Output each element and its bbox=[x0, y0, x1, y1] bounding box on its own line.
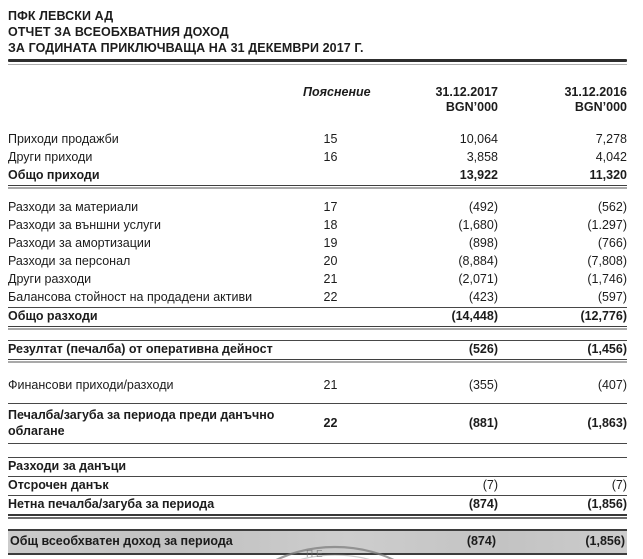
row-label: Нетна печалба/загуба за периода bbox=[8, 497, 215, 512]
row-note: 22 bbox=[323, 290, 338, 305]
table-row bbox=[8, 340, 627, 360]
row-note: 17 bbox=[323, 200, 338, 215]
row-value-2017: 3,858 bbox=[466, 150, 498, 165]
units-2017: BGN’000 bbox=[445, 99, 498, 114]
row-value-2016: 4,042 bbox=[595, 150, 627, 165]
row-label: Разходи за външни услуги bbox=[8, 218, 161, 233]
row-note: 21 bbox=[323, 378, 338, 393]
company-name: ПФК ЛЕВСКИ АД bbox=[8, 9, 114, 23]
column-header-note: Пояснение bbox=[303, 84, 371, 99]
table-row bbox=[8, 149, 627, 167]
row-value-2016: (1,863) bbox=[587, 415, 627, 430]
row-label: Разходи за материали bbox=[8, 200, 139, 215]
row-value-2016: (766) bbox=[597, 236, 627, 251]
row-value-2017: (14,448) bbox=[451, 309, 498, 324]
row-label: Балансова стойност на продадени активи bbox=[8, 290, 253, 305]
row-label: Разходи за амортизации bbox=[8, 236, 151, 251]
row-value-2016: (1,746) bbox=[587, 272, 627, 287]
row-note: 20 bbox=[323, 254, 338, 269]
row-value-2017: (874) bbox=[468, 497, 498, 512]
row-note: 15 bbox=[323, 132, 338, 147]
title-divider bbox=[8, 59, 627, 65]
row-note: 19 bbox=[323, 236, 338, 251]
row-value-2016: (407) bbox=[597, 378, 627, 393]
row-value-2017: 13,922 bbox=[459, 168, 498, 183]
row-note: 18 bbox=[323, 218, 338, 233]
row-value-2017: (1,680) bbox=[458, 218, 498, 233]
row-value-2017: 10,064 bbox=[459, 132, 498, 147]
income-statement-table bbox=[8, 85, 627, 555]
row-label: Разходи за данъци bbox=[8, 459, 127, 474]
title-divider-light-line bbox=[8, 64, 627, 65]
row-label: Други разходи bbox=[8, 272, 92, 287]
row-value-2016: (1,856) bbox=[587, 497, 627, 512]
row-value-2017: (423) bbox=[468, 290, 498, 305]
row-value-2017: (355) bbox=[468, 378, 498, 393]
table-row bbox=[8, 235, 627, 253]
row-value-2017: (874) bbox=[466, 534, 496, 549]
table-header-row bbox=[8, 85, 627, 100]
row-note: 21 bbox=[323, 272, 338, 287]
table-row bbox=[8, 131, 627, 149]
row-label: Отсрочен данък bbox=[8, 478, 109, 493]
row-value-2017: (526) bbox=[468, 342, 498, 357]
row-value-2016: (597) bbox=[597, 290, 627, 305]
table-row bbox=[8, 271, 627, 289]
row-value-2017: (7) bbox=[482, 478, 498, 493]
row-label: Приходи продажби bbox=[8, 132, 119, 147]
row-value-2016: (1,856) bbox=[585, 534, 625, 549]
row-value-2017: (2,071) bbox=[458, 272, 498, 287]
row-value-2017: (898) bbox=[468, 236, 498, 251]
table-row bbox=[8, 496, 627, 516]
table-body bbox=[8, 131, 627, 555]
row-label: Финансови приходи/разходи bbox=[8, 378, 174, 393]
title-divider-heavy-line bbox=[8, 59, 627, 62]
row-value-2016: (562) bbox=[597, 200, 627, 215]
table-row bbox=[8, 289, 627, 307]
row-value-2016: 11,320 bbox=[589, 168, 627, 183]
statement-title: ОТЧЕТ ЗА ВСЕОБХВАТНИЯ ДОХОД bbox=[8, 25, 229, 39]
row-value-2016: (12,776) bbox=[580, 309, 627, 324]
table-row bbox=[8, 403, 627, 444]
row-label: Общо разходи bbox=[8, 309, 98, 324]
table-row bbox=[8, 167, 627, 186]
company-stamp-partial bbox=[228, 543, 443, 559]
table-units-row bbox=[8, 100, 627, 115]
table-row bbox=[8, 307, 627, 327]
table-row bbox=[8, 377, 627, 395]
stamp-letters: П Е bbox=[306, 549, 323, 559]
row-value-2016: (7,808) bbox=[587, 254, 627, 269]
row-label: Други приходи bbox=[8, 150, 93, 165]
row-label: Разходи за персонал bbox=[8, 254, 131, 269]
column-header-period-2017: 31.12.2017 bbox=[435, 84, 498, 99]
units-2016: BGN’000 bbox=[574, 99, 627, 114]
table-row bbox=[8, 477, 627, 496]
row-value-2017: (492) bbox=[468, 200, 498, 215]
row-label: Общо приходи bbox=[8, 168, 100, 183]
row-label: Общ всеобхватен доход за периода bbox=[10, 534, 233, 549]
row-note: 16 bbox=[323, 150, 338, 165]
row-value-2016: 7,278 bbox=[595, 132, 627, 147]
row-value-2016: (1.297) bbox=[587, 218, 627, 233]
table-row bbox=[8, 253, 627, 271]
row-value-2016: (1,456) bbox=[587, 342, 627, 357]
table-row bbox=[8, 199, 627, 217]
statement-header bbox=[8, 8, 627, 56]
row-note: 22 bbox=[323, 415, 338, 430]
column-header-period-2016: 31.12.2016 bbox=[564, 84, 627, 99]
table-row bbox=[8, 217, 627, 235]
row-value-2016: (7) bbox=[611, 478, 627, 493]
table-row bbox=[8, 457, 627, 477]
row-value-2017: (881) bbox=[468, 415, 498, 430]
statement-period: ЗА ГОДИНАТА ПРИКЛЮЧВАЩА НА 31 ДЕКЕМВРИ 2017 Г. bbox=[8, 41, 364, 55]
row-value-2017: (8,884) bbox=[458, 254, 498, 269]
row-label: Печалба/загуба за периода преди данъчно облагане bbox=[8, 408, 275, 439]
row-label: Резултат (печалба) от оперативна дейност bbox=[8, 342, 273, 357]
